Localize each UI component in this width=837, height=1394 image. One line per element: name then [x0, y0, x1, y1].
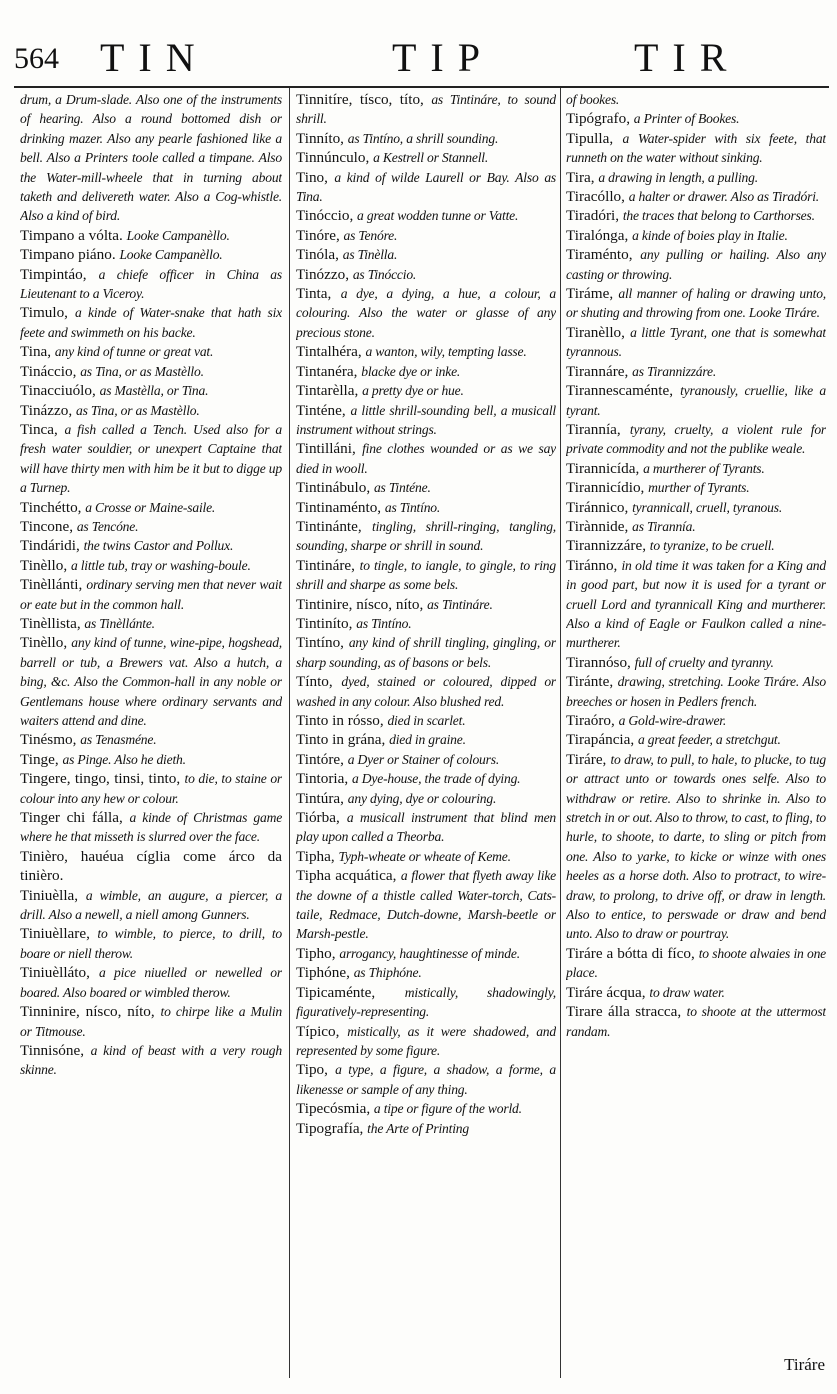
- column-rule: [289, 88, 290, 1378]
- dictionary-entry: [296, 672, 556, 711]
- dictionary-entry: [296, 556, 556, 595]
- headword: Tinózzo,: [296, 265, 350, 283]
- definition: a drawing in length, a pulling.: [598, 169, 758, 185]
- headword: Tinèllo,: [20, 634, 68, 652]
- dictionary-entry: [296, 847, 556, 866]
- headword: Tiraóro,: [566, 712, 615, 729]
- definition: tyrany, cruelty, a violent rule for private commodity and not the publike weale.: [566, 421, 826, 457]
- headword: Tiralónga,: [566, 226, 629, 244]
- dictionary-entry: [296, 595, 556, 614]
- dictionary-entry: [20, 614, 282, 633]
- definition: a halter or drawer. Also as Tiradóri.: [628, 189, 819, 205]
- headword: Tirannóso,: [566, 653, 631, 671]
- headword: Tiórba,: [296, 809, 340, 827]
- definition: as Tintíno, a shrill sounding.: [347, 130, 499, 146]
- definition: as Tinèlla.: [342, 247, 398, 263]
- definition: tyranously, cruellie, like a tyrant.: [566, 383, 826, 418]
- definition: to draw water.: [649, 984, 725, 1000]
- dictionary-entry: [20, 265, 282, 304]
- headword: Tintilláni,: [296, 440, 356, 458]
- definition: Typh-wheate or wheate of Keme.: [338, 848, 511, 864]
- dictionary-entry: [296, 963, 556, 982]
- definition: a type, a figure, a shadow, a forme, a likenesse or sample of any thing.: [296, 1062, 556, 1097]
- headword: Tinninire, nísco, níto,: [20, 1003, 155, 1021]
- headword: Tiphóne,: [296, 964, 350, 982]
- column-rule: [560, 88, 561, 1378]
- dictionary-entry: [20, 498, 282, 517]
- definition: a great feeder, a stretchgut.: [638, 732, 781, 748]
- definition: Looke Campanèllo.: [119, 247, 223, 263]
- headword: Tinóre,: [296, 226, 340, 244]
- dictionary-entry: [20, 226, 282, 245]
- headword: Timpintáo,: [20, 265, 87, 283]
- dictionary-entry: [566, 750, 826, 944]
- dictionary-entry: [566, 517, 826, 536]
- definition: a kind of beast with a very rough skinne.: [20, 1042, 282, 1078]
- headword: Tintíno,: [296, 634, 344, 652]
- dictionary-entry: [296, 1060, 556, 1099]
- headword: Tiraménto,: [566, 246, 633, 264]
- definition: a little shrill-sounding bell, a musicall instrument without strings.: [296, 402, 556, 437]
- dictionary-entry: [20, 963, 282, 1002]
- dictionary-entry: [20, 769, 282, 808]
- definition: a flower that flyeth away like the downe of a thistle called Water-torch, Cats-taile, Redmace, Dutch-downe, Marsh-beetle or Marsh-pestle.: [296, 868, 556, 942]
- headword: Timpano piáno.: [20, 246, 116, 264]
- definition: a Kestrell or Stannell.: [373, 150, 489, 166]
- header-left-word: TIN: [100, 35, 209, 80]
- definition: as Tina, or as Mastèllo.: [75, 402, 200, 418]
- definition: as Tenasméne.: [80, 732, 157, 748]
- headword: Tinóla,: [296, 246, 339, 264]
- headword: Tinóccio,: [296, 207, 354, 225]
- dictionary-entry: [20, 401, 282, 420]
- dictionary-entry: [296, 517, 556, 556]
- dictionary-entry: [296, 439, 556, 478]
- definition: a great wodden tunne or Vatte.: [357, 208, 519, 224]
- headword: Tiránnico,: [566, 498, 629, 516]
- headword: Tinèllista,: [20, 614, 81, 632]
- headword: Tirare álla stracca,: [566, 1003, 682, 1021]
- headword: Tintináre,: [296, 556, 355, 574]
- definition: the twins Castor and Pollux.: [83, 538, 234, 554]
- definition: to tingle, to iangle, to gingle, to ring shrill and sharpe as some bels.: [296, 557, 556, 593]
- headword: Tirannáre,: [566, 362, 629, 380]
- definition: any kind of tunne or great vat.: [54, 344, 214, 360]
- definition: as Tintináre, to sound shrill.: [296, 92, 556, 127]
- headword: Tingere, tingo, tinsi, tinto,: [20, 770, 181, 788]
- definition: as Tinèllánte.: [84, 615, 155, 631]
- definition: drum, a Drum-slade. Also one of the instruments of hearing. Also a round bottomed dish or drinking mazer. Also any pearle fashioned like a bell. Also a Printers toole called a timpane. Also the Water-mill-wheele that in turning about taketh and delivereth water. Also a Cog-whistle. Also a kind of bird.: [20, 92, 282, 224]
- headword: Tinésmo,: [20, 731, 77, 749]
- dictionary-entry: [20, 362, 282, 381]
- headword: Tina,: [20, 343, 52, 361]
- dictionary-entry: [296, 168, 556, 207]
- headword: Tinta,: [296, 285, 332, 303]
- headword: Tipha,: [296, 847, 335, 865]
- headword: Tiráre ácqua,: [566, 983, 646, 1001]
- headword: Tiráre a bótta di fíco,: [566, 944, 695, 962]
- headword: Tintinire, nísco, níto,: [296, 595, 424, 613]
- definition: a kind of wilde Laurell or Bay. Also as Tina.: [296, 169, 556, 205]
- definition: in old time it was taken for a King and in good part, but now it is used for a tyrant or cruell Lord and tyrannicall King and murtherer. Also a kind of Eagle or Faulkon called a nine-murtherer.: [566, 557, 826, 651]
- headword: Tintarèlla,: [296, 382, 359, 400]
- definition: all manner of haling or drawing unto, or shuting and throwing from one. Looke Tiráre.: [566, 286, 826, 321]
- dictionary-entry: [296, 711, 556, 730]
- dictionary-entry: [296, 478, 556, 497]
- dictionary-entry: [20, 420, 282, 498]
- dictionary-entry: [566, 109, 826, 128]
- definition: ordinary serving men that never wait or eate but in the common hall.: [20, 577, 282, 612]
- headword: Tinnúnculo,: [296, 149, 370, 167]
- header-center-word: TIP: [392, 35, 494, 80]
- dictionary-entry: [566, 420, 826, 459]
- headword: Tinca,: [20, 420, 58, 438]
- headword: Tiráre,: [566, 750, 607, 768]
- dictionary-entry: [296, 1022, 556, 1061]
- headword: Tinto in grána,: [296, 731, 386, 749]
- definition: mistically, shadowingly, figuratively-representing.: [296, 984, 556, 1020]
- dictionary-entry: [20, 847, 282, 886]
- dictionary-entry: [296, 730, 556, 749]
- headword: Tipecósmia,: [296, 1100, 371, 1118]
- headword: Tincone,: [20, 517, 74, 535]
- headword: Tínto,: [296, 673, 333, 691]
- definition: a wimble, an augure, a piercer, a drill. Also a newell, a niell among Gunners.: [20, 887, 282, 923]
- headword: Tipulla,: [566, 129, 614, 147]
- dictionary-entry: [20, 90, 282, 226]
- headword: Típico,: [296, 1022, 340, 1040]
- definition: a Dye-house, the trade of dying.: [351, 771, 521, 787]
- definition: as Tirannizzáre.: [632, 363, 717, 379]
- definition: any pulling or hailing. Also any casting or throwing.: [566, 247, 826, 282]
- definition: a Water-spider with six feete, that runneth on the water without sinking.: [566, 130, 826, 166]
- dictionary-entry: [296, 265, 556, 284]
- headword: Tipo,: [296, 1061, 328, 1079]
- page-number: 564: [14, 42, 59, 75]
- definition: to shoote at the uttermost randam.: [566, 1004, 826, 1039]
- dictionary-entry: [566, 168, 826, 187]
- dictionary-entry: [20, 924, 282, 963]
- headword: Tirapáncia,: [566, 731, 635, 749]
- headword: Tinge,: [20, 750, 59, 768]
- headword: Tinto in rósso,: [296, 712, 384, 729]
- headword: Tirannicída,: [566, 459, 640, 477]
- headword: Tintúra,: [296, 789, 344, 807]
- dictionary-entry: [566, 226, 826, 245]
- definition: any kind of shrill tingling, gingling, or sharp sounding, as of basons or bels.: [296, 635, 556, 670]
- headword: Tipha acquática,: [296, 867, 397, 885]
- dictionary-entry: [296, 808, 556, 847]
- headword: Tirannicídio,: [566, 479, 645, 497]
- definition: a Gold-wire-drawer.: [618, 713, 727, 728]
- headword: Tipho,: [296, 944, 336, 962]
- definition: tingling, shrill-ringing, tangling, sounding, sharpe or shrill in sound.: [296, 518, 556, 554]
- definition: a pretty dye or hue.: [362, 383, 464, 399]
- definition: as Tinténe.: [373, 480, 431, 496]
- definition: a fish called a Tench. Used also for a fresh water souldier, or unexpert Captaine that will have thirty men with him be it but to digge up a Turnep.: [20, 421, 282, 496]
- definition: to shoote alwaies in one place.: [566, 945, 826, 981]
- definition: tyrannicall, cruell, tyranous.: [632, 499, 783, 515]
- dictionary-entry: [566, 944, 826, 983]
- definition: of bookes.: [566, 92, 620, 107]
- dictionary-entry: [20, 517, 282, 536]
- dictionary-entry: [296, 381, 556, 400]
- dictionary-entry: [566, 323, 826, 362]
- definition: arrogancy, haughtinesse of minde.: [339, 945, 520, 961]
- column-right: [566, 90, 826, 1041]
- definition: a little tub, tray or washing-boule.: [70, 557, 251, 573]
- dictionary-entry: [296, 789, 556, 808]
- dictionary-entry: [566, 478, 826, 497]
- dictionary-entry: [566, 556, 826, 653]
- definition: Looke Campanèllo.: [126, 227, 230, 243]
- definition: mistically, as it were shadowed, and represented by some figure.: [296, 1023, 556, 1058]
- dictionary-entry: [566, 90, 826, 109]
- dictionary-entry: [566, 245, 826, 284]
- headword: Tindáridi,: [20, 537, 80, 555]
- headword: Tiracóllo,: [566, 188, 625, 206]
- definition: as Thiphóne.: [353, 965, 422, 981]
- definition: drawing, stretching. Looke Tiráre. Also breeches or hosen in Pedlers french.: [566, 674, 826, 709]
- definition: as Pinge. Also he dieth.: [62, 751, 186, 767]
- dictionary-entry: [20, 1041, 282, 1080]
- header-right-word: TIR: [634, 35, 741, 80]
- dictionary-entry: [20, 303, 282, 342]
- dictionary-entry: [566, 284, 826, 323]
- headword: Tinèllo,: [20, 556, 68, 574]
- headword: Tintoria,: [296, 770, 349, 788]
- headword: Timulo,: [20, 304, 68, 322]
- definition: any dying, dye or colouring.: [347, 790, 497, 806]
- definition: to chirpe like a Mulin or Titmouse.: [20, 1004, 282, 1039]
- headword: Tino,: [296, 168, 328, 186]
- headword: Tinèllánti,: [20, 576, 83, 594]
- definition: a chiefe officer in China as Lieutenant to a Viceroy.: [20, 266, 282, 302]
- definition: a Printer of Bookes.: [633, 111, 740, 127]
- dictionary-entry: [296, 148, 556, 167]
- dictionary-entry: [566, 498, 826, 517]
- headword: Tiranèllo,: [566, 323, 625, 341]
- headword: Tiniuèllare,: [20, 925, 90, 943]
- headword: Tináccio,: [20, 362, 77, 380]
- headword: Tinázzo,: [20, 401, 73, 419]
- dictionary-entry: [566, 1002, 826, 1041]
- dictionary-entry: [566, 129, 826, 168]
- definition: a pice niuelled or newelled or boared. Also boared or wimbled therow.: [20, 965, 282, 1000]
- definition: murther of Tyrants.: [648, 480, 750, 496]
- headword: Tinacciuólo,: [20, 382, 96, 400]
- dictionary-entry: [296, 498, 556, 517]
- headword: Tirannía,: [566, 420, 621, 438]
- headword: Timpano a vólta.: [20, 226, 123, 244]
- dictionary-entry: [296, 633, 556, 672]
- headword: Tiránno,: [566, 556, 618, 574]
- dictionary-entry: [296, 401, 556, 440]
- definition: to draw, to pull, to hale, to plucke, to tug or attract unto or towards ones selfe. Also to withdraw or retire. Also to shrinke in. Also to stretch in or out. Also to throw, to cast, to fling, to hurle, to shoote, to darte, to sling or pitch from one. Also to yarke, to kicke or winze with ones heeles as a horse doth. Also to protract, to wire-draw, to prolong, to drive off, or draw in length. Also to entice, to perswade or draw and bend unto. Also to draw or pourtray.: [566, 751, 826, 942]
- dictionary-entry: [566, 187, 826, 206]
- headword: Tintinábulo,: [296, 479, 371, 497]
- headword: Tintóre,: [296, 750, 344, 768]
- definition: as Tintíno.: [384, 499, 441, 515]
- catchword: Tiráre: [784, 1355, 825, 1374]
- headword: Tinger chi fálla,: [20, 809, 123, 827]
- dictionary-entry: [566, 983, 826, 1002]
- definition: to die, to staine or colour into any hew or colour.: [20, 771, 282, 806]
- dictionary-entry: [20, 245, 282, 264]
- dictionary-entry: [566, 459, 826, 478]
- definition: as Tinóccio.: [352, 266, 417, 282]
- dictionary-entry: [20, 556, 282, 575]
- definition: a murtherer of Tyrants.: [643, 460, 765, 476]
- definition: a musicall instrument that blind men play upon called a Theorba.: [296, 810, 556, 845]
- dictionary-entry: [296, 342, 556, 361]
- headword: Tinnisóne,: [20, 1041, 85, 1059]
- headword: Tira,: [566, 168, 595, 186]
- dictionary-entry: [296, 245, 556, 264]
- definition: any kind of tunne, wine-pipe, hogshead, barrell or tub, a Brewers vat. Also a hutch, a bing, &c. Also the Common-hall in any noble or Gentlemans house where ordinary servants and waiters attend and dine.: [20, 635, 282, 728]
- dictionary-entry: [296, 750, 556, 769]
- headword: Tirannizzáre,: [566, 537, 646, 555]
- dictionary-entry: [20, 633, 282, 730]
- dictionary-entry: [296, 866, 556, 944]
- definition: a Dyer or Stainer of colours.: [347, 751, 500, 767]
- headword: Tipicaménte,: [296, 983, 376, 1001]
- headword: Tirànnide,: [566, 517, 629, 535]
- headword: Tiniuèlla,: [20, 886, 79, 904]
- definition: a little Tyrant, one that is somewhat tyrannous.: [566, 324, 826, 360]
- definition: a kinde of Water-snake that hath six feete and swimmeth on his backe.: [20, 305, 282, 340]
- headword: Tiráme,: [566, 285, 614, 303]
- dictionary-entry: [296, 362, 556, 381]
- definition: as Tintíno.: [356, 615, 412, 631]
- dictionary-entry: [296, 983, 556, 1022]
- headword: Tiradóri,: [566, 207, 620, 225]
- definition: as Tina, or as Mastèllo.: [80, 363, 204, 379]
- dictionary-entry: [296, 614, 556, 633]
- running-header: [14, 22, 829, 88]
- definition: the Arte of Printing: [367, 1120, 470, 1136]
- dictionary-entry: [20, 730, 282, 749]
- dictionary-entry: [566, 672, 826, 711]
- definition: blacke dye or inke.: [361, 363, 461, 379]
- dictionary-entry: [566, 711, 826, 730]
- headword: Tinténe,: [296, 401, 346, 419]
- definition: as Tintináre.: [427, 596, 493, 612]
- headword: Tintalhéra,: [296, 343, 362, 361]
- headword: Tirannescaménte,: [566, 382, 673, 400]
- dictionary-entry: [296, 226, 556, 245]
- dictionary-entry: [20, 808, 282, 847]
- dictionary-entry: [20, 342, 282, 361]
- dictionary-entry: [296, 1099, 556, 1118]
- definition: as Tencóne.: [76, 518, 139, 534]
- headword: Tinchétto,: [20, 498, 82, 516]
- dictionary-entry: [20, 575, 282, 614]
- definition: to tyranize, to be cruell.: [649, 538, 775, 554]
- headword: Tinníto,: [296, 129, 344, 147]
- definition: fine clothes wounded or as we say died in wooll.: [296, 441, 556, 476]
- definition: a Crosse or Maine-saile.: [85, 499, 216, 515]
- definition: died in scarlet.: [387, 713, 466, 728]
- definition: full of cruelty and tyranny.: [634, 654, 774, 670]
- column-middle: [296, 90, 556, 1138]
- headword: Tiránte,: [566, 673, 614, 691]
- dictionary-entry: [296, 206, 556, 225]
- dictionary-entry: [20, 1002, 282, 1041]
- definition: a tipe or figure of the world.: [373, 1101, 522, 1117]
- headword: Tipografía,: [296, 1119, 364, 1137]
- definition: a dye, a dying, a hue, a colour, a colouring. Also the water or glasse of any precious stone.: [296, 286, 556, 340]
- dictionary-entry: [566, 381, 826, 420]
- definition: died in graine.: [389, 732, 466, 748]
- definition: to wimble, to pierce, to drill, to boare or niell therow.: [20, 926, 282, 961]
- dictionary-entry: [566, 362, 826, 381]
- headword: Tiniuèlláto,: [20, 964, 90, 982]
- dictionary-entry: [296, 129, 556, 148]
- dictionary-entry: [296, 90, 556, 129]
- definition: a kinde of boies play in Italie.: [632, 227, 788, 243]
- definition: dyed, stained or coloured, dipped or washed in any colour. Also blushed red.: [296, 674, 556, 709]
- headword: Tintanéra,: [296, 362, 358, 380]
- headword: Tintinaménto,: [296, 498, 382, 516]
- definition: as Tenóre.: [343, 227, 398, 243]
- dictionary-entry: [566, 536, 826, 555]
- headword: Tipógrafo,: [566, 110, 630, 128]
- definition: a wanton, wily, tempting lasse.: [365, 344, 527, 360]
- dictionary-entry: [296, 769, 556, 788]
- headword: Tinièro, hauéua cíglia come árco da tinièro.: [20, 847, 282, 885]
- headword: Tinnitíre, tísco, títo,: [296, 91, 424, 108]
- dictionary-entry: [566, 206, 826, 225]
- dictionary-entry: [20, 886, 282, 925]
- dictionary-entry: [296, 944, 556, 963]
- definition: a kinde of Christmas game where he that misseth is slurred over the face.: [20, 810, 282, 845]
- dictionary-entry: [296, 1119, 556, 1138]
- definition: as Mastèlla, or Tina.: [99, 383, 209, 399]
- headword: Tintiníto,: [296, 614, 353, 632]
- definition: the traces that belong to Carthorses.: [622, 208, 815, 224]
- column-left: [20, 90, 282, 1080]
- dictionary-entry: [296, 284, 556, 342]
- dictionary-entry: [566, 730, 826, 749]
- headword: Tintinánte,: [296, 517, 362, 535]
- dictionary-entry: [20, 381, 282, 400]
- dictionary-entry: [566, 653, 826, 672]
- definition: as Tirannía.: [632, 518, 696, 534]
- dictionary-entry: [20, 750, 282, 769]
- dictionary-entry: [20, 536, 282, 555]
